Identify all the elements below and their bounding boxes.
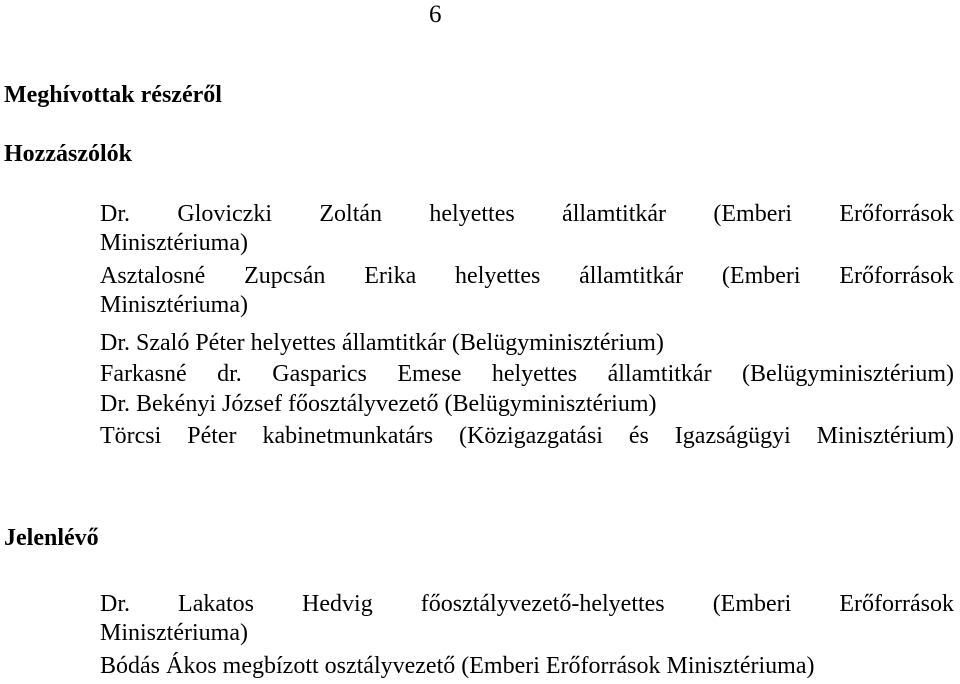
page-number: 6	[429, 1, 442, 28]
present-entry-line: Dr. Lakatos Hedvig főosztályvezető-helyettes (Emberi Erőforrások	[100, 591, 954, 617]
speaker-entry-line: Dr. Gloviczki Zoltán helyettes államtitkár (Emberi Erőforrások	[100, 201, 954, 227]
speaker-entry	[100, 200, 954, 258]
speaker-entry	[100, 360, 954, 389]
speaker-entry	[100, 422, 954, 451]
speaker-entry-line: Dr. Szaló Péter helyettes államtitkár (Belügyminisztérium)	[100, 330, 664, 356]
present-entry-line: Minisztériuma)	[100, 620, 248, 646]
speaker-entry-line: Minisztériuma)	[100, 292, 248, 318]
speaker-entry-line: Farkasné dr. Gasparics Emese helyettes államtitkár (Belügyminisztérium)	[100, 361, 954, 387]
speaker-entry-line: Asztalosné Zupcsán Erika helyettes államtitkár (Emberi Erőforrások	[100, 263, 954, 289]
section-heading-invited: Meghívottak részéről	[4, 82, 222, 108]
speaker-entry-line: Dr. Bekényi József főosztályvezető (Belügyminisztérium)	[100, 391, 657, 417]
speaker-entry-line: Minisztériuma)	[100, 230, 248, 256]
section-heading-present: Jelenlévő	[4, 525, 99, 551]
speaker-entry	[100, 329, 954, 358]
speaker-entry-line: Törcsi Péter kabinetmunkatárs (Közigazgatási és Igazságügyi Minisztérium)	[100, 423, 954, 449]
speaker-entry	[100, 262, 954, 320]
present-entry	[100, 652, 954, 681]
speaker-entry	[100, 390, 954, 419]
section-heading-speakers: Hozzászólók	[4, 141, 132, 167]
present-entry-line: Bódás Ákos megbízott osztályvezető (Emberi Erőforrások Minisztériuma)	[100, 653, 815, 679]
present-entry	[100, 590, 954, 648]
